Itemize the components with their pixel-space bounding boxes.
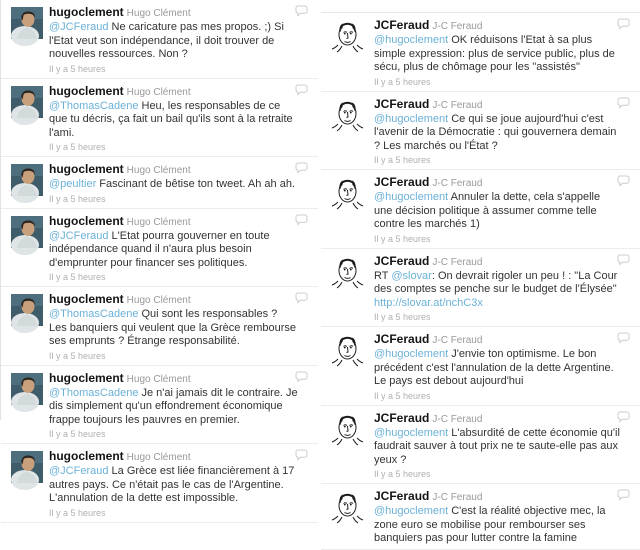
tweet-content bbox=[374, 411, 626, 481]
tweet-author-name: Hugo Clément bbox=[126, 295, 191, 306]
tweet[interactable] bbox=[1, 79, 318, 158]
tweet-author-handle[interactable]: hugoclement bbox=[49, 83, 124, 98]
hugoclement-photo-avatar[interactable] bbox=[11, 164, 43, 196]
tweet-content bbox=[49, 5, 304, 75]
tweet-timestamp[interactable]: Il y a 5 heures bbox=[49, 272, 106, 282]
tweet-author-handle[interactable]: JCFeraud bbox=[374, 332, 430, 346]
tweet-timestamp[interactable]: Il y a 5 heures bbox=[49, 193, 106, 204]
tweet-author-name: J-C Feraud bbox=[432, 99, 483, 111]
tweet[interactable] bbox=[1, 366, 318, 445]
tweet[interactable] bbox=[1, 287, 318, 366]
tweet-timestamp[interactable]: Il y a 5 heures bbox=[49, 350, 106, 361]
tweet-author-handle[interactable]: JCFeraud bbox=[374, 96, 430, 111]
tweet-text: @ThomasCadene Heu, les responsables de ce que tu décris, ça fait un bail qu'ils sont à la retraite l'ami. bbox=[49, 99, 293, 139]
tweet-author-name: Hugo Clément bbox=[126, 86, 191, 98]
reply-bubble-icon[interactable] bbox=[295, 5, 308, 17]
tweet-header bbox=[374, 175, 626, 191]
tweet[interactable] bbox=[1, 209, 318, 288]
tweet-header bbox=[49, 162, 304, 178]
reply-bubble-icon[interactable] bbox=[295, 371, 308, 383]
tweet-content bbox=[49, 292, 304, 362]
mention-link[interactable]: @hugoclement bbox=[374, 112, 449, 125]
tweet-timestamp[interactable]: Il y a 5 heures bbox=[374, 76, 431, 87]
reply-bubble-icon[interactable] bbox=[295, 162, 308, 174]
jcferaud-sketch-avatar[interactable] bbox=[329, 255, 366, 292]
hugoclement-photo-avatar[interactable] bbox=[11, 86, 43, 118]
tweet-header bbox=[49, 449, 304, 465]
column-top-divider bbox=[321, 0, 640, 13]
tweet-author-name: Hugo Clément bbox=[126, 216, 191, 228]
reply-bubble-icon[interactable] bbox=[617, 175, 630, 187]
tweet-author-handle[interactable]: JCFeraud bbox=[374, 175, 430, 189]
tweet-header bbox=[374, 18, 626, 34]
tweet-timestamp[interactable]: Il y a 5 heures bbox=[374, 469, 431, 479]
tweet[interactable] bbox=[321, 170, 640, 249]
tweet-text: @hugoclement Ce qui se joue aujourd'hui c'est l'avenir de la Démocratie : qui gouvernera demain ? Les marchés ou l'État ? bbox=[374, 112, 617, 152]
tweet-content bbox=[374, 332, 626, 402]
tweet-text: @ThomasCadene Je n'ai jamais dit le contraire. Je dis simplement qu'un effondrement économique frappe toujours les pauvres en premier. bbox=[49, 386, 298, 426]
mention-link[interactable]: @peultier bbox=[49, 178, 97, 190]
reply-bubble-icon[interactable] bbox=[295, 214, 308, 226]
tweet-header bbox=[49, 84, 304, 100]
tweet-text: @hugoclement OK réduisons l'Etat à sa plus simple expression: plus de service public, plus de sécu, plus de chômage pour les "assistés" bbox=[374, 34, 615, 73]
tweet-timestamp[interactable]: Il y a 5 heures bbox=[374, 233, 431, 244]
hugoclement-photo-avatar[interactable] bbox=[11, 7, 43, 39]
tweet[interactable] bbox=[1, 0, 318, 79]
tweet-content bbox=[374, 254, 626, 324]
tweet-content bbox=[49, 214, 304, 284]
tweet-text: RT @slovar: On devrait rigoler un peu ! : "La Cour des comptes se penche sur le budget de l'Élysée" http://slovar.at/nchC3x bbox=[374, 269, 618, 309]
tweet-header bbox=[49, 292, 304, 308]
tweet-text: @JCFeraud L'Etat pourra gouverner en toute indépendance quand il n'aura plus besoin d'emprunter pour financer ses politiques. bbox=[49, 229, 270, 269]
tweet-author-handle[interactable]: JCFeraud bbox=[374, 253, 430, 268]
tweet-author-handle[interactable]: hugoclement bbox=[49, 162, 124, 176]
tweet-author-handle[interactable]: JCFeraud bbox=[374, 489, 430, 503]
tweet-text: @ThomasCadene Qui sont les responsables ? Les banquiers qui veulent que la Grèce rembourse ses emprunts ? Étrange responsabilité. bbox=[49, 308, 297, 347]
jcferaud-sketch-avatar[interactable] bbox=[329, 412, 366, 449]
tweet-author-name: Hugo Clément bbox=[126, 373, 191, 385]
mention-link[interactable]: @ThomasCadene bbox=[49, 99, 139, 112]
tweet-content bbox=[374, 489, 626, 546]
mention-link[interactable]: @hugoclement bbox=[374, 505, 449, 517]
tweet-author-name: Hugo Clément bbox=[126, 8, 191, 19]
hugoclement-photo-avatar[interactable] bbox=[11, 373, 43, 405]
hugoclement-photo-avatar[interactable] bbox=[11, 451, 43, 483]
tweet[interactable] bbox=[321, 406, 640, 485]
tweet-author-handle[interactable]: hugoclement bbox=[49, 370, 124, 385]
tweet-timestamp[interactable]: Il y a 5 heures bbox=[49, 142, 106, 152]
tweet-header bbox=[49, 214, 304, 230]
tweet-text: @hugoclement J'envie ton optimisme. Le bon précédent c'est l'annulation de la dette Argentine. Le pays est debout aujourd'hui bbox=[374, 348, 614, 387]
tweet-timestamp[interactable]: Il y a 5 heures bbox=[374, 155, 431, 165]
tweet-text: @JCFeraud La Grèce est liée financièrement à 17 autres pays. Ce n'était pas le cas de l'Argentine. L'annulation de la dette est impossible. bbox=[49, 465, 295, 504]
jcferaud-sketch-avatar[interactable] bbox=[329, 490, 366, 527]
timeline-column-hugoclement bbox=[0, 0, 318, 518]
tweet-text: @JCFeraud Ne caricature pas mes propos. ;) Si l'Etat veut son indépendance, il doit trouver de nouvelles ressources. Non ? bbox=[49, 21, 284, 60]
tweet-author-handle[interactable]: hugoclement bbox=[49, 5, 124, 19]
reply-bubble-icon[interactable] bbox=[617, 254, 630, 266]
tweet-header bbox=[49, 5, 304, 21]
tweet-text: @hugoclement Annuler la dette, cela s'appelle une décision politique à assumer comme telle contre les marchés 1) bbox=[374, 191, 601, 230]
mention-link[interactable]: @JCFeraud bbox=[49, 465, 109, 477]
tweet-author-handle[interactable]: hugoclement bbox=[49, 449, 124, 463]
hugoclement-photo-avatar[interactable] bbox=[11, 294, 43, 326]
tweet-header bbox=[374, 489, 626, 505]
tweet-author-name: Hugo Clément bbox=[126, 165, 191, 176]
tweet-text: @hugoclement C'est la réalité objective mec, la zone euro se mobilise pour rembourser ses banquiers pas pour lutter contre la famine bbox=[374, 505, 606, 544]
tweet[interactable] bbox=[321, 92, 640, 171]
tweet-content bbox=[49, 449, 304, 519]
reply-bubble-icon[interactable] bbox=[295, 292, 308, 304]
mention-link[interactable]: @JCFeraud bbox=[49, 21, 109, 33]
reply-bubble-icon[interactable] bbox=[617, 411, 630, 423]
tweet-header bbox=[49, 371, 304, 387]
mention-link[interactable]: @hugoclement bbox=[374, 191, 449, 203]
tweet-author-name: J-C Feraud bbox=[432, 256, 483, 268]
tweet-header bbox=[374, 254, 626, 270]
reply-bubble-icon[interactable] bbox=[617, 489, 630, 501]
jcferaud-sketch-avatar[interactable] bbox=[329, 333, 366, 370]
tweet-text: @peultier Fascinant de bêtise ton tweet. Ah ah ah. bbox=[49, 178, 295, 190]
timeline-column-jcferaud bbox=[321, 0, 640, 544]
tweet-content bbox=[374, 97, 626, 167]
tweet-timestamp[interactable]: Il y a 5 heures bbox=[49, 507, 106, 518]
tweet[interactable] bbox=[321, 249, 640, 328]
tweet[interactable] bbox=[1, 444, 318, 523]
tweet[interactable] bbox=[321, 484, 640, 550]
hugoclement-photo-avatar[interactable] bbox=[11, 216, 43, 248]
mention-link[interactable]: @ThomasCadene bbox=[49, 308, 139, 320]
url-link[interactable]: http://slovar.at/nchC3x bbox=[374, 296, 483, 309]
mention-link[interactable]: @hugoclement bbox=[374, 426, 449, 439]
tweet-author-handle[interactable]: JCFeraud bbox=[374, 410, 430, 425]
tweet-content bbox=[49, 371, 304, 441]
tweet[interactable] bbox=[321, 13, 640, 92]
tweet-author-handle[interactable]: JCFeraud bbox=[374, 18, 430, 32]
tweet-header bbox=[374, 411, 626, 427]
reply-bubble-icon[interactable] bbox=[617, 97, 630, 109]
tweet-author-name: J-C Feraud bbox=[432, 21, 483, 32]
jcferaud-sketch-avatar[interactable] bbox=[329, 98, 366, 135]
mention-link[interactable]: @slovar bbox=[391, 269, 432, 282]
tweet-author-name: J-C Feraud bbox=[432, 413, 483, 425]
tweet-author-name: Hugo Clément bbox=[126, 452, 191, 463]
tweet-timestamp[interactable]: Il y a 5 heures bbox=[374, 390, 431, 401]
tweet-header bbox=[374, 97, 626, 113]
reply-bubble-icon[interactable] bbox=[617, 18, 630, 30]
jcferaud-sketch-avatar[interactable] bbox=[329, 176, 366, 213]
tweet-author-name: J-C Feraud bbox=[432, 178, 483, 189]
tweet-text: @hugoclement L'absurdité de cette économie qu'il faudrait sauver à tout prix ne te saute-elle pas aux yeux ? bbox=[374, 426, 620, 466]
mention-link[interactable]: @hugoclement bbox=[374, 34, 449, 46]
tweet-timestamp[interactable]: Il y a 5 heures bbox=[49, 63, 106, 74]
tweet-header bbox=[374, 332, 626, 348]
tweet-author-name: J-C Feraud bbox=[432, 335, 483, 346]
mention-link[interactable]: @hugoclement bbox=[374, 348, 449, 360]
tweet-timestamp[interactable]: Il y a 5 heures bbox=[374, 312, 431, 322]
tweet-author-name: J-C Feraud bbox=[432, 492, 483, 503]
tweet-content bbox=[49, 84, 304, 154]
tweet[interactable] bbox=[321, 327, 640, 406]
mention-link[interactable]: @JCFeraud bbox=[49, 229, 109, 242]
reply-bubble-icon[interactable] bbox=[295, 449, 308, 461]
mention-link[interactable]: @ThomasCadene bbox=[49, 386, 139, 399]
tweet-content bbox=[49, 162, 304, 205]
tweet-author-handle[interactable]: hugoclement bbox=[49, 213, 124, 228]
tweet-author-handle[interactable]: hugoclement bbox=[49, 292, 124, 306]
jcferaud-sketch-avatar[interactable] bbox=[329, 19, 366, 56]
tweet[interactable] bbox=[1, 157, 318, 209]
reply-bubble-icon[interactable] bbox=[617, 332, 630, 344]
tweet-content bbox=[374, 18, 626, 88]
tweet-timestamp[interactable]: Il y a 5 heures bbox=[49, 429, 106, 439]
reply-bubble-icon[interactable] bbox=[295, 84, 308, 96]
tweet-content bbox=[374, 175, 626, 245]
